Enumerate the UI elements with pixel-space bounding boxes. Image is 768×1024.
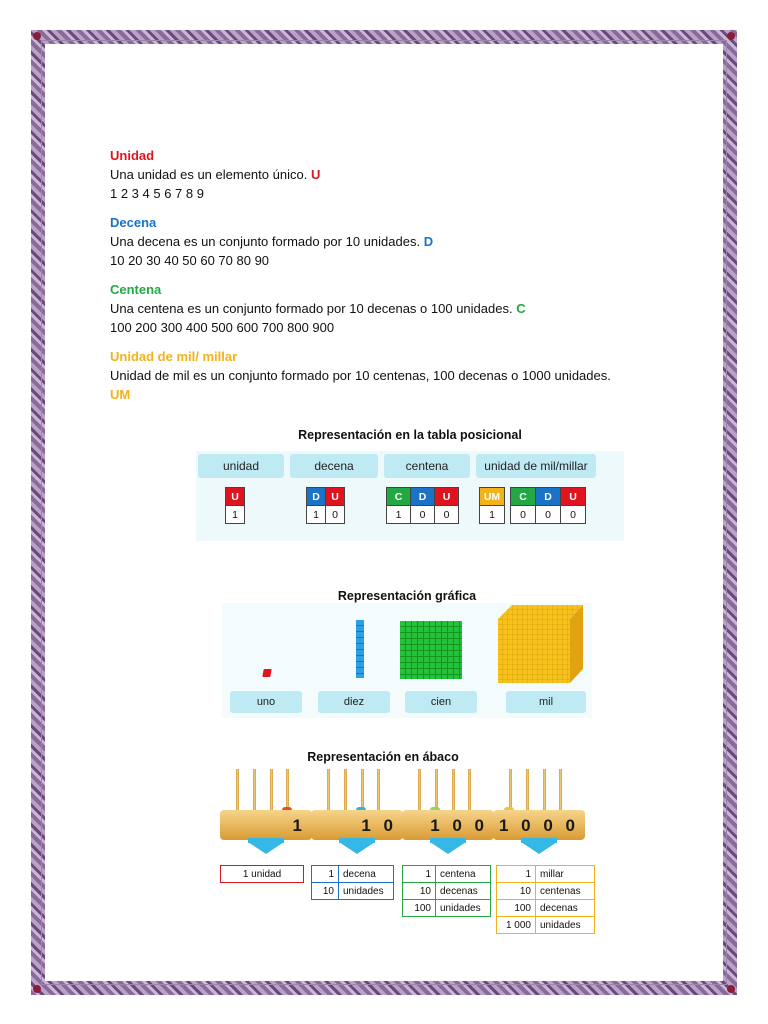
down-arrow-icon	[430, 842, 466, 854]
border-corner-ornament	[727, 32, 735, 40]
digit-cell: 0	[535, 505, 561, 524]
section-symbol: UM	[110, 387, 131, 402]
section-values: 100 200 300 400 500 600 700 800 900	[110, 320, 335, 335]
section-definition: Una decena es un conjunto formado por 10 unidades. D	[110, 234, 434, 249]
section-values: 1 2 3 4 5 6 7 8 9	[110, 186, 204, 201]
label-mil: mil	[506, 691, 586, 713]
letter-cell: C	[386, 487, 411, 505]
header-unidad: unidad	[198, 454, 284, 478]
abacus-number: 1	[292, 816, 306, 835]
digit-cell: 0	[434, 505, 459, 524]
letter-cell: C	[510, 487, 536, 505]
value-table-millar: 1 millar 10 centenas 100 decenas 1 000 unidades	[496, 865, 595, 934]
group-millar	[480, 487, 586, 524]
digit-cell: 1	[479, 505, 505, 524]
letter-cell: D	[306, 487, 326, 505]
value-table-decena: 1 decena 10 unidades	[311, 865, 394, 900]
table-cell: 1 unidad	[242, 868, 282, 880]
digit-cell: 1	[306, 505, 326, 524]
section-title: Centena	[110, 282, 162, 297]
down-arrow-icon	[248, 842, 284, 854]
abacus-number: 1 0 0 0	[499, 816, 579, 835]
group-centena	[387, 487, 459, 524]
digit-cell: 0	[560, 505, 586, 524]
section-title: Unidad	[110, 148, 155, 163]
letter-cell: U	[225, 487, 245, 505]
header-centena: centena	[384, 454, 470, 478]
section-unidad	[110, 146, 690, 203]
unit-cube-graphic	[262, 669, 271, 677]
label-diez: diez	[318, 691, 390, 713]
label-cien: cien	[405, 691, 477, 713]
border-corner-ornament	[33, 32, 41, 40]
section-values: 10 20 30 40 50 60 70 80 90	[110, 253, 270, 268]
border-corner-ornament	[727, 985, 735, 993]
down-arrow-icon	[521, 842, 557, 854]
section-definition: Una centena es un conjunto formado por 10 decenas o 100 unidades. C	[110, 301, 526, 316]
abacus-number: 1 0	[361, 816, 397, 835]
down-arrow-icon	[339, 842, 375, 854]
letter-cell: U	[560, 487, 586, 505]
section-title: Decena	[110, 215, 157, 230]
letter-cell: D	[535, 487, 561, 505]
definitions	[110, 146, 690, 414]
letter-cell: D	[410, 487, 435, 505]
digit-cell: 1	[225, 505, 245, 524]
abacus-title: Representación en ábaco	[307, 750, 459, 764]
abacus-number: 1 0 0	[430, 816, 488, 835]
digit-cell: 1	[386, 505, 411, 524]
ten-rod-graphic	[356, 620, 364, 678]
hundred-flat-graphic	[400, 621, 462, 679]
letter-cell: U	[325, 487, 345, 505]
section-millar	[110, 347, 690, 404]
digit-cell: 0	[510, 505, 536, 524]
border-corner-ornament	[33, 985, 41, 993]
letter-cell: U	[434, 487, 459, 505]
section-title: Unidad de mil/ millar	[110, 349, 238, 364]
value-table-unidad	[220, 865, 304, 883]
positional-table	[196, 451, 624, 541]
thousand-cube-graphic	[498, 605, 583, 683]
group-unidad	[226, 487, 245, 524]
positional-title: Representación en la tabla posicional	[298, 428, 522, 442]
label-uno: uno	[230, 691, 302, 713]
graphic-title: Representación gráfica	[337, 589, 477, 603]
header-millar: unidad de mil/millar	[476, 454, 596, 478]
digit-cell: 0	[325, 505, 345, 524]
section-centena	[110, 280, 690, 337]
section-decena	[110, 213, 690, 270]
letter-cell: UM	[479, 487, 505, 505]
section-definition: Una unidad es un elemento único. U	[110, 167, 321, 182]
header-decena: decena	[290, 454, 378, 478]
section-definition: Unidad de mil es un conjunto formado por 10 centenas, 100 decenas o 1000 unidades.	[110, 368, 611, 383]
group-decena	[307, 487, 345, 524]
digit-cell: 0	[410, 505, 435, 524]
value-table-centena: 1 centena 10 decenas 100 unidades	[402, 865, 491, 917]
